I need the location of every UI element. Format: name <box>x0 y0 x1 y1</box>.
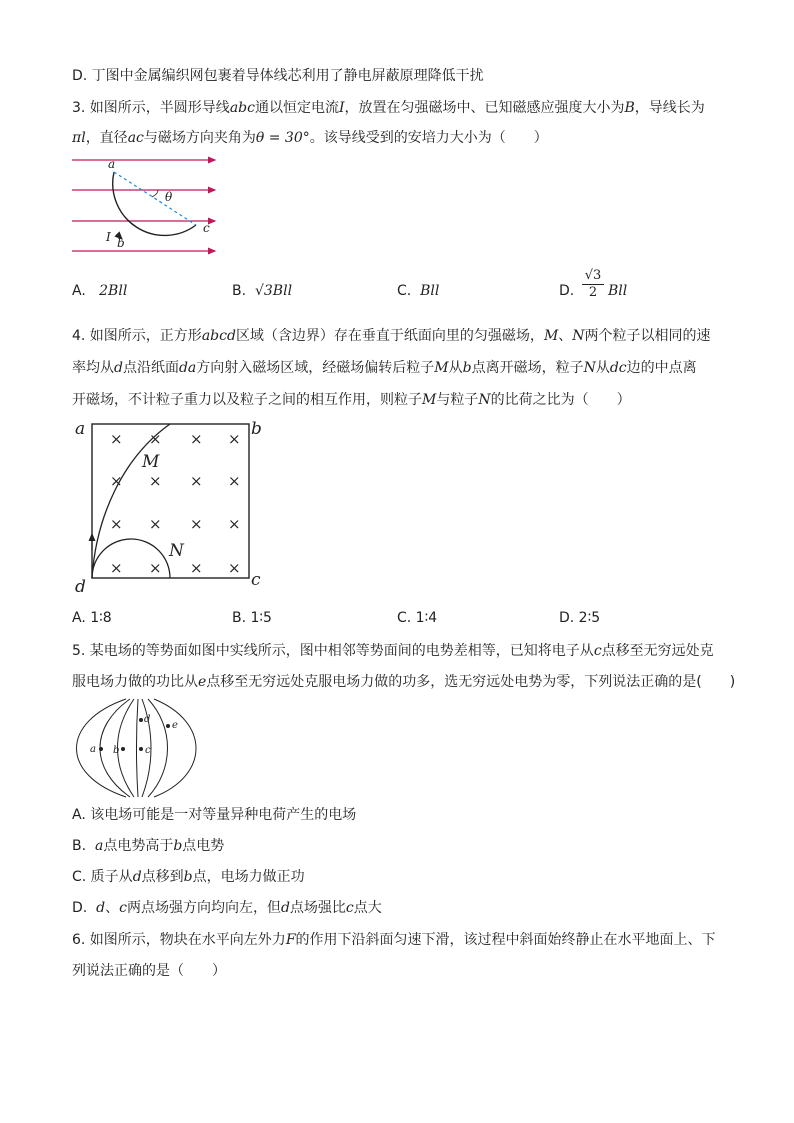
label-theta: θ <box>165 190 173 204</box>
label-b: b <box>113 745 120 756</box>
q3-option-d-value: Bll <box>608 283 628 299</box>
label-b: b <box>117 236 125 250</box>
label-d: d <box>75 577 86 597</box>
cross: × <box>110 472 123 490</box>
cross: × <box>228 515 241 533</box>
q4-stem-line1: 4. 如图所示，正方形abcd区域（含边界）存在垂直于纸面向里的匀强磁场，M、N两个粒子以相同的速 <box>72 328 711 344</box>
label-d: d <box>144 714 151 725</box>
q5-option-c: C. 质子从d点移到b点，电场力做正功 <box>72 869 305 885</box>
cross: × <box>190 515 203 533</box>
cross: × <box>228 472 241 490</box>
label-a: a <box>75 419 86 439</box>
cross: × <box>110 515 123 533</box>
label-c: c <box>145 745 151 756</box>
q5-stem-line1: 5. 某电场的等势面如图中实线所示，图中相邻等势面间的电势差相等，已知将电子从c点移至无穷远处克 <box>72 643 714 659</box>
cross: × <box>149 472 162 490</box>
cross: × <box>149 430 162 448</box>
label-c: c <box>203 221 210 235</box>
equipotential-line <box>137 699 139 797</box>
q4-stem-line3: 开磁场，不计粒子重力以及粒子之间的相互作用，则粒子M与粒子N的比荷之比为（ ） <box>72 392 631 408</box>
point-c <box>139 747 143 751</box>
q5-stem-line2: 服电场力做的功比从e点移至无穷远处克服电场力做的功多，选无穷远处电势为零，下列说法正确的是( ) <box>72 674 736 690</box>
q3-option-a: A. 2Bll <box>72 283 128 299</box>
label-a: a <box>90 744 96 755</box>
label-M: M <box>142 452 160 472</box>
q3-stem-line1: 3. 如图所示，半圆形导线abc通以恒定电流I，放置在匀强磁场中、已知磁感应强度大小为B，导线长为 <box>72 100 705 116</box>
point-d <box>139 718 143 722</box>
equipotential-line <box>154 699 196 797</box>
q3-option-d: D. <box>559 283 575 299</box>
q5-option-a: A. 该电场可能是一对等量异种电荷产生的电场 <box>72 807 357 823</box>
cross: × <box>190 472 203 490</box>
angle-arc <box>152 190 158 197</box>
semicircle-wire <box>113 172 196 235</box>
q4-option-d: D. 2∶5 <box>559 610 601 626</box>
q3-option-b: B. √3Bll <box>232 283 293 299</box>
q4-stem-line2: 率均从d点沿纸面da方向射入磁场区域，经磁场偏转后粒子M从b点离开磁场，粒子N从dc边的中点离 <box>72 360 697 376</box>
point-a <box>99 747 103 751</box>
q5-figure <box>70 697 210 799</box>
cross: × <box>228 430 241 448</box>
diameter-ac <box>114 172 196 225</box>
q4-option-a: A. 1∶8 <box>72 610 112 626</box>
label-a: a <box>108 157 116 171</box>
label-e: e <box>172 720 178 731</box>
q2-option-d: D. 丁图中金属编织网包裹着导体线芯利用了静电屏蔽原理降低干扰 <box>72 68 484 84</box>
q3-figure <box>70 150 230 260</box>
cross: × <box>149 559 162 577</box>
q5-option-d: D. d、c两点场强方向均向左，但d点场强比c点大 <box>72 900 382 916</box>
q3-option-c: C. Bll <box>397 283 440 299</box>
q4-option-b: B. 1∶5 <box>232 610 272 626</box>
cross: × <box>190 430 203 448</box>
cross: × <box>110 559 123 577</box>
label-N: N <box>169 541 184 561</box>
cross: × <box>149 515 162 533</box>
equipotential-line <box>118 699 135 797</box>
fraction-denominator: 2 <box>588 285 598 300</box>
q3-stem-line2: πl，直径ac与磁场方向夹角为θ = 30°。该导线受到的安培力大小为（ ） <box>72 130 548 146</box>
point-b <box>121 747 125 751</box>
q4-figure <box>72 418 272 600</box>
cross: × <box>228 559 241 577</box>
q3-option-d-fraction <box>582 268 604 301</box>
label-I: I <box>106 230 111 244</box>
fraction-numerator: √3 <box>582 268 604 285</box>
q4-option-c: C. 1∶4 <box>397 610 438 626</box>
label-c: c <box>251 570 261 590</box>
q5-option-b: B. a点电势高于b点电势 <box>72 838 225 854</box>
q6-stem-line1: 6. 如图所示，物块在水平向左外力F的作用下沿斜面匀速下滑，该过程中斜面始终静止在水平地面上、下 <box>72 932 716 948</box>
label-b: b <box>251 419 262 439</box>
cross: × <box>190 559 203 577</box>
q6-stem-line2: 列说法正确的是（ ） <box>72 963 226 979</box>
point-e <box>166 724 170 728</box>
cross: × <box>110 430 123 448</box>
